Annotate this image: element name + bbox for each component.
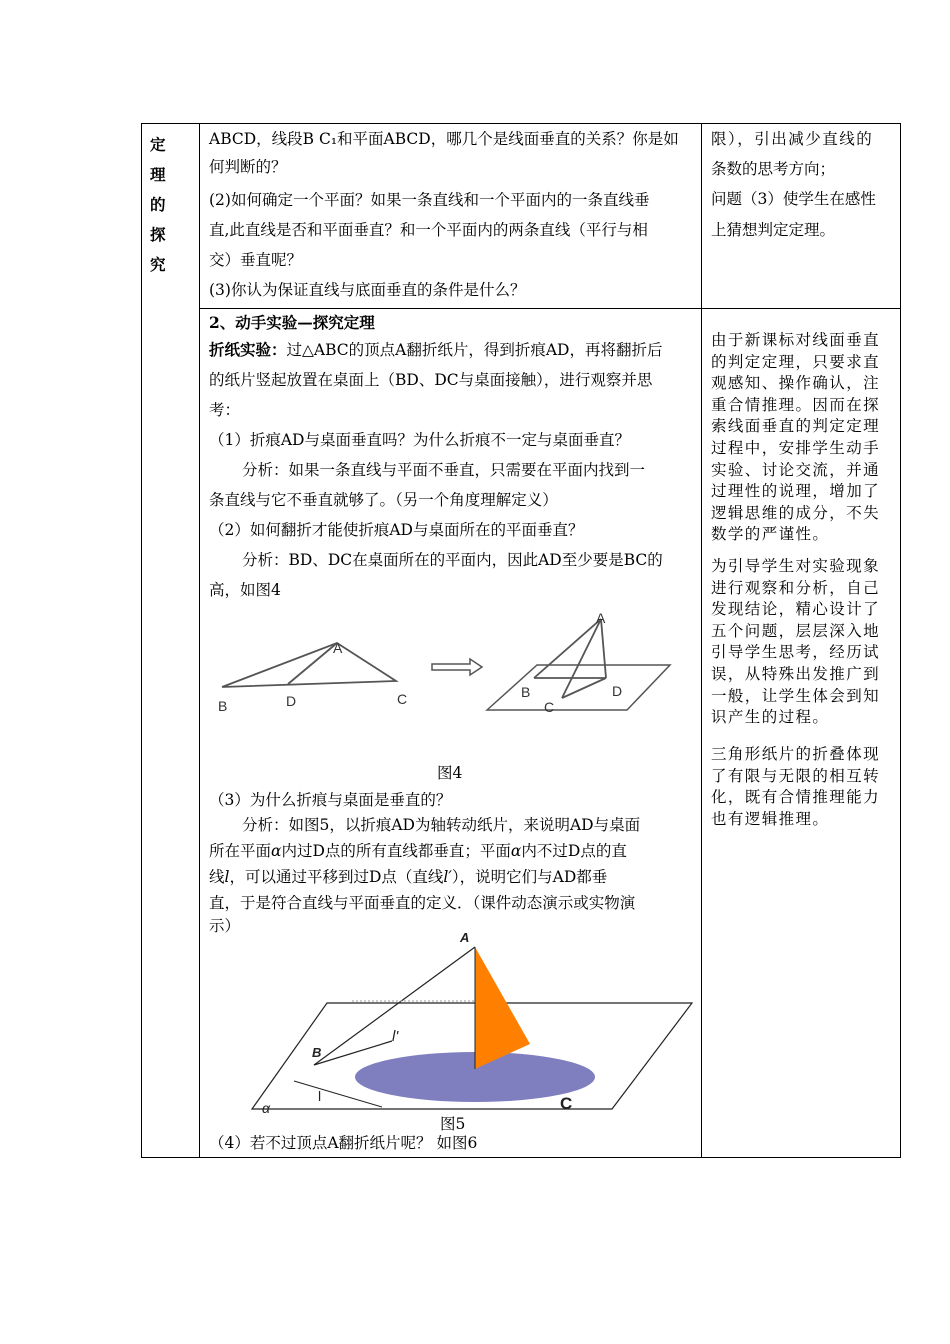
top-right-line-2: 条数的思考方向；	[711, 160, 836, 178]
label-l-prime: l'	[392, 1028, 399, 1045]
label-d: D	[286, 693, 297, 709]
analysis-3-text-f: ），说明它们与AD都垂	[451, 868, 608, 886]
l-symbol: l	[224, 868, 230, 886]
label-a: A	[460, 930, 470, 945]
figure-5-caption: 图5	[440, 1115, 466, 1133]
label-b: B	[218, 698, 228, 714]
analysis-3-text-d: 线	[209, 868, 225, 886]
experiment-line-2: 的纸片竖起放置在桌面上（BD、DC与桌面接触），进行观察并思	[209, 371, 653, 389]
left-label: 定理的探究	[150, 135, 178, 274]
analysis-3-text-c: 内不过D点的直	[521, 842, 627, 860]
top-right-line-3: 问题（3）使学生在感性	[711, 190, 876, 208]
top-line-3: (2)如何确定一个平面？如果一条直线和一个平面内的一条直线垂	[209, 191, 650, 209]
experiment-line-3: 考：	[209, 401, 241, 419]
table-plane	[487, 665, 670, 710]
top-line-5: 交）垂直呢？	[209, 251, 303, 269]
question-1: （1）折痕AD与桌面垂直吗？为什么折痕不一定与桌面垂直？	[209, 431, 630, 449]
label-b2: B	[521, 684, 531, 700]
question-2: （2）如何翻折才能使折痕AD与桌面所在的平面垂直？	[209, 521, 584, 539]
label-c: C	[397, 691, 408, 707]
analysis-2-line-2: 高，如图4	[209, 581, 281, 599]
edge-b-lower	[314, 1041, 392, 1065]
analysis-3-line-3	[209, 864, 607, 890]
label-c: C	[560, 1094, 573, 1113]
label-a2: A	[596, 610, 606, 626]
column-divider-1	[199, 124, 200, 1157]
figure-5	[242, 929, 702, 1114]
label-alpha: α	[262, 1100, 270, 1114]
fold-line	[288, 643, 337, 684]
analysis-3-line-2	[209, 838, 627, 864]
top-line-1: ABCD，线段B C₁和平面ABCD，哪几个是线面垂直的关系？你是如	[209, 130, 679, 148]
analysis-3-text-a: 所在平面	[209, 842, 272, 860]
label-a: A	[333, 640, 343, 656]
alpha-symbol-2: α	[510, 842, 522, 860]
figure-4	[212, 609, 682, 744]
analysis-3-line-4: 直，于是符合直线与平面垂直的定义．（课件动态演示或实物演	[209, 894, 636, 912]
l-prime-symbol: l′	[443, 868, 452, 886]
top-right-line-4: 上猜想判定定理。	[711, 221, 836, 239]
experiment-text-1: 过△ABC的顶点A翻折纸片，得到折痕AD，再将翻折后	[286, 341, 663, 359]
alpha-symbol: α	[271, 842, 282, 860]
flat-triangle	[222, 643, 396, 687]
label-d2: D	[612, 683, 623, 699]
edge-ac	[562, 619, 601, 698]
analysis-2-line-1: 分析：BD、DC在桌面所在的平面内，因此AD至少要是BC的	[242, 551, 663, 569]
row-divider	[199, 308, 900, 309]
right-note-3: 三角形纸片的折叠体现了有限与无限的相互转化，既有合情推理能力也有逻辑推理。	[711, 745, 881, 828]
analysis-3-line-1: 分析：如图5，以折痕AD为轴转动纸片，来说明AD与桌面	[242, 816, 641, 834]
arrow-icon	[432, 659, 482, 675]
analysis-1-line-1: 分析：如果一条直线与平面不垂直，只需要在平面内找到一	[242, 461, 646, 479]
fold-ad	[601, 619, 606, 678]
analysis-1-line-2: 条直线与它不垂直就够了。（另一个角度理解定义）	[209, 491, 558, 509]
orange-triangle	[475, 947, 530, 1069]
experiment-line-1	[209, 337, 662, 363]
label-l: l	[318, 1088, 322, 1104]
edge-ab	[314, 947, 475, 1065]
label-c2: C	[544, 699, 555, 715]
right-note-1: 由于新课标对线面垂直的判定定理，只要求直观感知、操作确认，注重合情推理。因而在探索线面垂直的判定定理过程中，安排学生动手实验、讨论交流，并通过理性的说理，增加了逻辑思维的成分，不失数学的严谨性。	[711, 331, 881, 544]
right-note-2: 为引导学生对实验现象进行观察和分析，自己发现结论，精心设计了五个问题，层层深入地引导学生思考，经历试误，从特殊出发推广到一般，让学生体会到知识产生的过程。	[711, 557, 881, 727]
label-b: B	[312, 1045, 322, 1060]
lesson-table	[141, 123, 901, 1158]
analysis-3-text-e: ，可以通过平移到过D点（直线	[229, 868, 444, 886]
edge-ab	[534, 619, 601, 678]
top-line-6: (3)你认为保证直线与底面垂直的条件是什么？	[209, 281, 526, 299]
figure-4-caption: 图4	[437, 764, 463, 782]
question-3: （3）为什么折痕与桌面是垂直的？	[209, 791, 452, 809]
section-heading: 2、动手实验—探究定理	[209, 313, 375, 332]
edge-cd	[562, 678, 606, 698]
analysis-3-line-5: 示）	[209, 917, 241, 935]
top-right-line-1: 限），引出减少直线的	[711, 130, 874, 148]
experiment-label: 折纸实验：	[209, 340, 287, 359]
question-4: （4）若不过顶点A翻折纸片呢？ 如图6	[209, 1134, 478, 1152]
analysis-3-text-b: 内过D点的所有直线都垂直；平面	[281, 842, 511, 860]
top-line-4: 直,此直线是否和平面垂直？和一个平面内的两条直线（平行与相	[209, 221, 648, 239]
top-line-2: 何判断的？	[209, 158, 287, 176]
